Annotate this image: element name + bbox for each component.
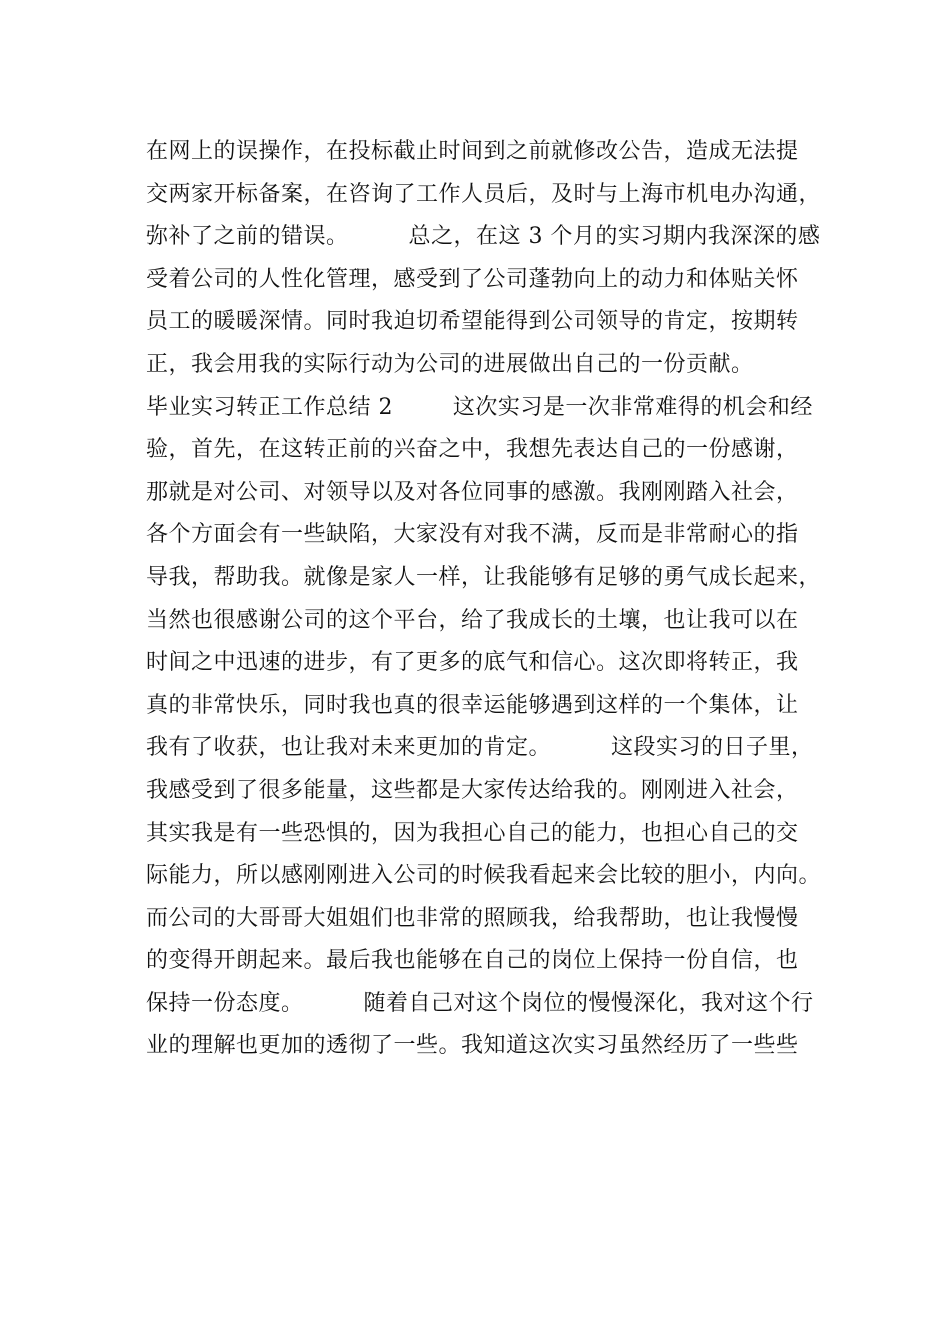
text-line-19: 而公司的大哥哥大姐姐们也非常的照顾我，给我帮助，也让我慢慢 [146, 905, 799, 931]
text-line-18: 际能力，所以感刚刚进入公司的时候我看起来会比较的胆小，内向。 [146, 863, 822, 889]
text-line-15: 我有了收获，也让我对未来更加的肯定。 这段实习的日子里， [146, 735, 814, 761]
text-line-17: 其实我是有一些恐惧的，因为我担心自己的能力，也担心自己的交 [146, 820, 799, 846]
text-line-5: 员工的暖暖深情。同时我迫切希望能得到公司领导的肯定，按期转 [146, 309, 799, 335]
text-line-10: 各个方面会有一些缺陷，大家没有对我不满，反而是非常耐心的指 [146, 522, 799, 548]
text-line-13: 时间之中迅速的进步，有了更多的底气和信心。这次即将转正，我 [146, 650, 799, 676]
text-line-7: 毕业实习转正工作总结 2 这次实习是一次非常难得的机会和经 [146, 394, 813, 420]
text-line-9: 那就是对公司、对领导以及对各位同事的感激。我刚刚踏入社会， [146, 479, 799, 505]
text-line-16: 我感受到了很多能量，这些都是大家传达给我的。刚刚进入社会， [146, 777, 799, 803]
document-body [146, 131, 826, 1068]
text-line-6: 正，我会用我的实际行动为公司的进展做出自己的一份贡献。 [146, 351, 754, 377]
text-line-4: 受着公司的人性化管理，感受到了公司蓬勃向上的动力和体贴关怀 [146, 266, 799, 292]
text-line-1: 在网上的误操作，在投标截止时间到之前就修改公告，造成无法提 [146, 139, 799, 164]
text-line-12: 当然也很感谢公司的这个平台，给了我成长的土壤，也让我可以在 [146, 607, 799, 633]
text-line-3: 弥补了之前的错误。 总之，在这 3 个月的实习期内我深深的感 [146, 224, 821, 250]
text-line-8: 验，首先，在这转正前的兴奋之中，我想先表达自己的一份感谢， [146, 437, 799, 463]
text-line-20: 的变得开朗起来。最后我也能够在自己的岗位上保持一份自信，也 [146, 948, 799, 974]
text-line-2: 交两家开标备案，在咨询了工作人员后，及时与上海市机电办沟通， [146, 181, 822, 207]
text-line-22: 业的理解也更加的透彻了一些。我知道这次实习虽然经历了一些些 [146, 1033, 799, 1059]
text-line-14: 真的非常快乐，同时我也真的很幸运能够遇到这样的一个集体，让 [146, 692, 799, 718]
text-line-11: 导我，帮助我。就像是家人一样，让我能够有足够的勇气成长起来， [146, 564, 822, 590]
text-line-21: 保持一份态度。 随着自己对这个岗位的慢慢深化，我对这个行 [146, 990, 814, 1016]
